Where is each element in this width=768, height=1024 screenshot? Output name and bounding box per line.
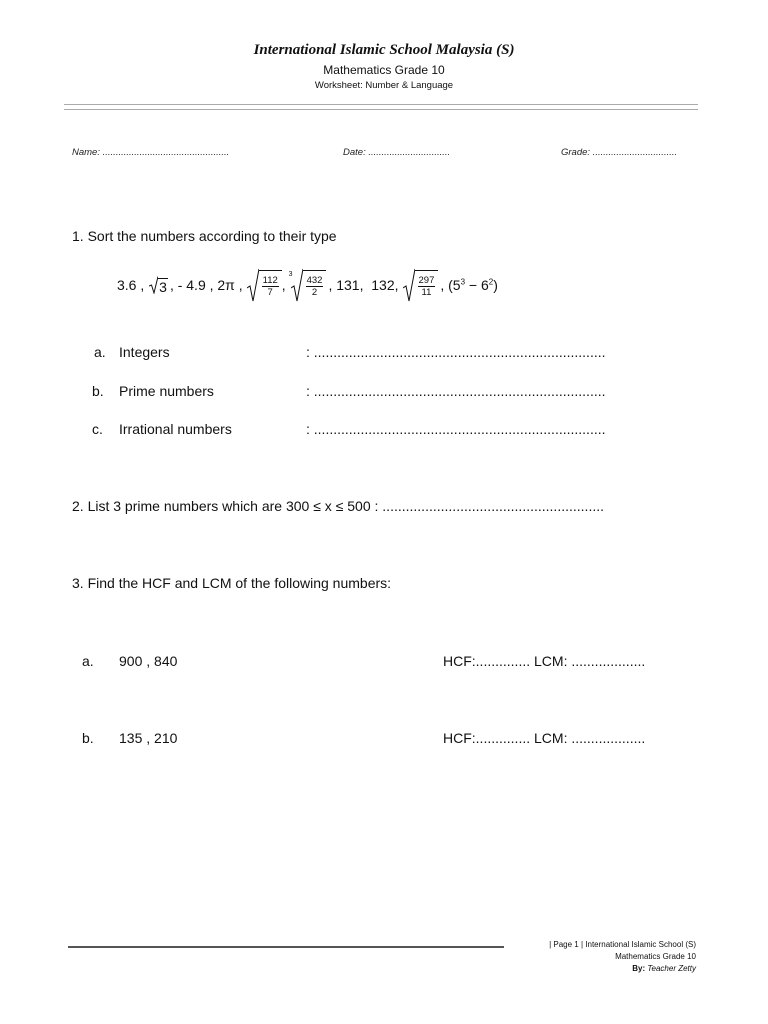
sqrt-112-over-7: $\frac{112}{7}$	[247, 268, 282, 302]
expr-part-2: , - 4.9 , 2π ,	[169, 277, 243, 293]
q1-item-letter: c.	[92, 421, 103, 437]
q3-item-letter: b.	[82, 730, 94, 746]
header-divider-top	[64, 104, 698, 105]
sqrt-297-over-11: $\frac{297}{11}$	[403, 268, 439, 302]
name-field[interactable]: Name: ................................................	[72, 147, 230, 158]
q1-item-letter: b.	[92, 383, 104, 399]
footer-page-info: | Page 1 | International Islamic School (S)	[549, 940, 696, 949]
expr-part-4: , $(5^3 - 6^2)$	[440, 277, 498, 293]
cuberoot-432-over-2: $\frac{432}{2}$	[291, 268, 327, 302]
q1-item-answer[interactable]: : ...........................................................................	[306, 421, 606, 437]
q1-item-label: Irrational numbers	[119, 421, 232, 437]
school-name: International Islamic School Malaysia (S)	[253, 42, 515, 58]
number-list-expression: 3.6 , 3 , - 4.9 , 2π , $\frac{112}{7}$ , 3 $\frac{432}{2}$ , 131, 132, $\frac{297}{11}$ , $(5^3 - 6^2)$	[117, 268, 498, 302]
sqrt-3: 3	[149, 276, 168, 295]
grade-field[interactable]: Grade: ................................	[561, 147, 678, 158]
footer-subject: Mathematics Grade 10	[615, 952, 696, 961]
worksheet-title: Worksheet: Number & Language	[314, 80, 454, 91]
footer-author: By: Teacher Zetty	[632, 964, 696, 973]
expr-part-1: 3.6 ,	[117, 277, 149, 293]
q1-item-answer[interactable]: : ...........................................................................	[306, 383, 606, 399]
q3-item-answer[interactable]: HCF:.............. LCM: ...................	[443, 653, 646, 669]
header-divider-bottom	[64, 109, 698, 110]
q3-item-numbers: 900 , 840	[119, 653, 178, 669]
date-field[interactable]: Date: ...............................	[343, 147, 451, 158]
question-2: 2. List 3 prime numbers which are 300 ≤ x ≤ 500 : .........................................................	[72, 498, 604, 514]
q1-item-label: Integers	[119, 344, 170, 360]
footer-divider	[68, 946, 504, 948]
q1-item-answer[interactable]: : ...........................................................................	[306, 344, 606, 360]
expr-part-3: , 131, 132,	[328, 277, 399, 293]
q3-item-answer[interactable]: HCF:.............. LCM: ...................	[443, 730, 646, 746]
cube-root-index: 3	[288, 270, 293, 278]
q1-item-label: Prime numbers	[119, 383, 214, 399]
question-1-title: 1. Sort the numbers according to their type	[72, 228, 337, 244]
question-3-title: 3. Find the HCF and LCM of the following numbers:	[72, 575, 392, 591]
subject-title: Mathematics Grade 10	[323, 63, 445, 77]
q3-item-numbers: 135 , 210	[119, 730, 178, 746]
q1-item-letter: a.	[94, 344, 106, 360]
q3-item-letter: a.	[82, 653, 94, 669]
